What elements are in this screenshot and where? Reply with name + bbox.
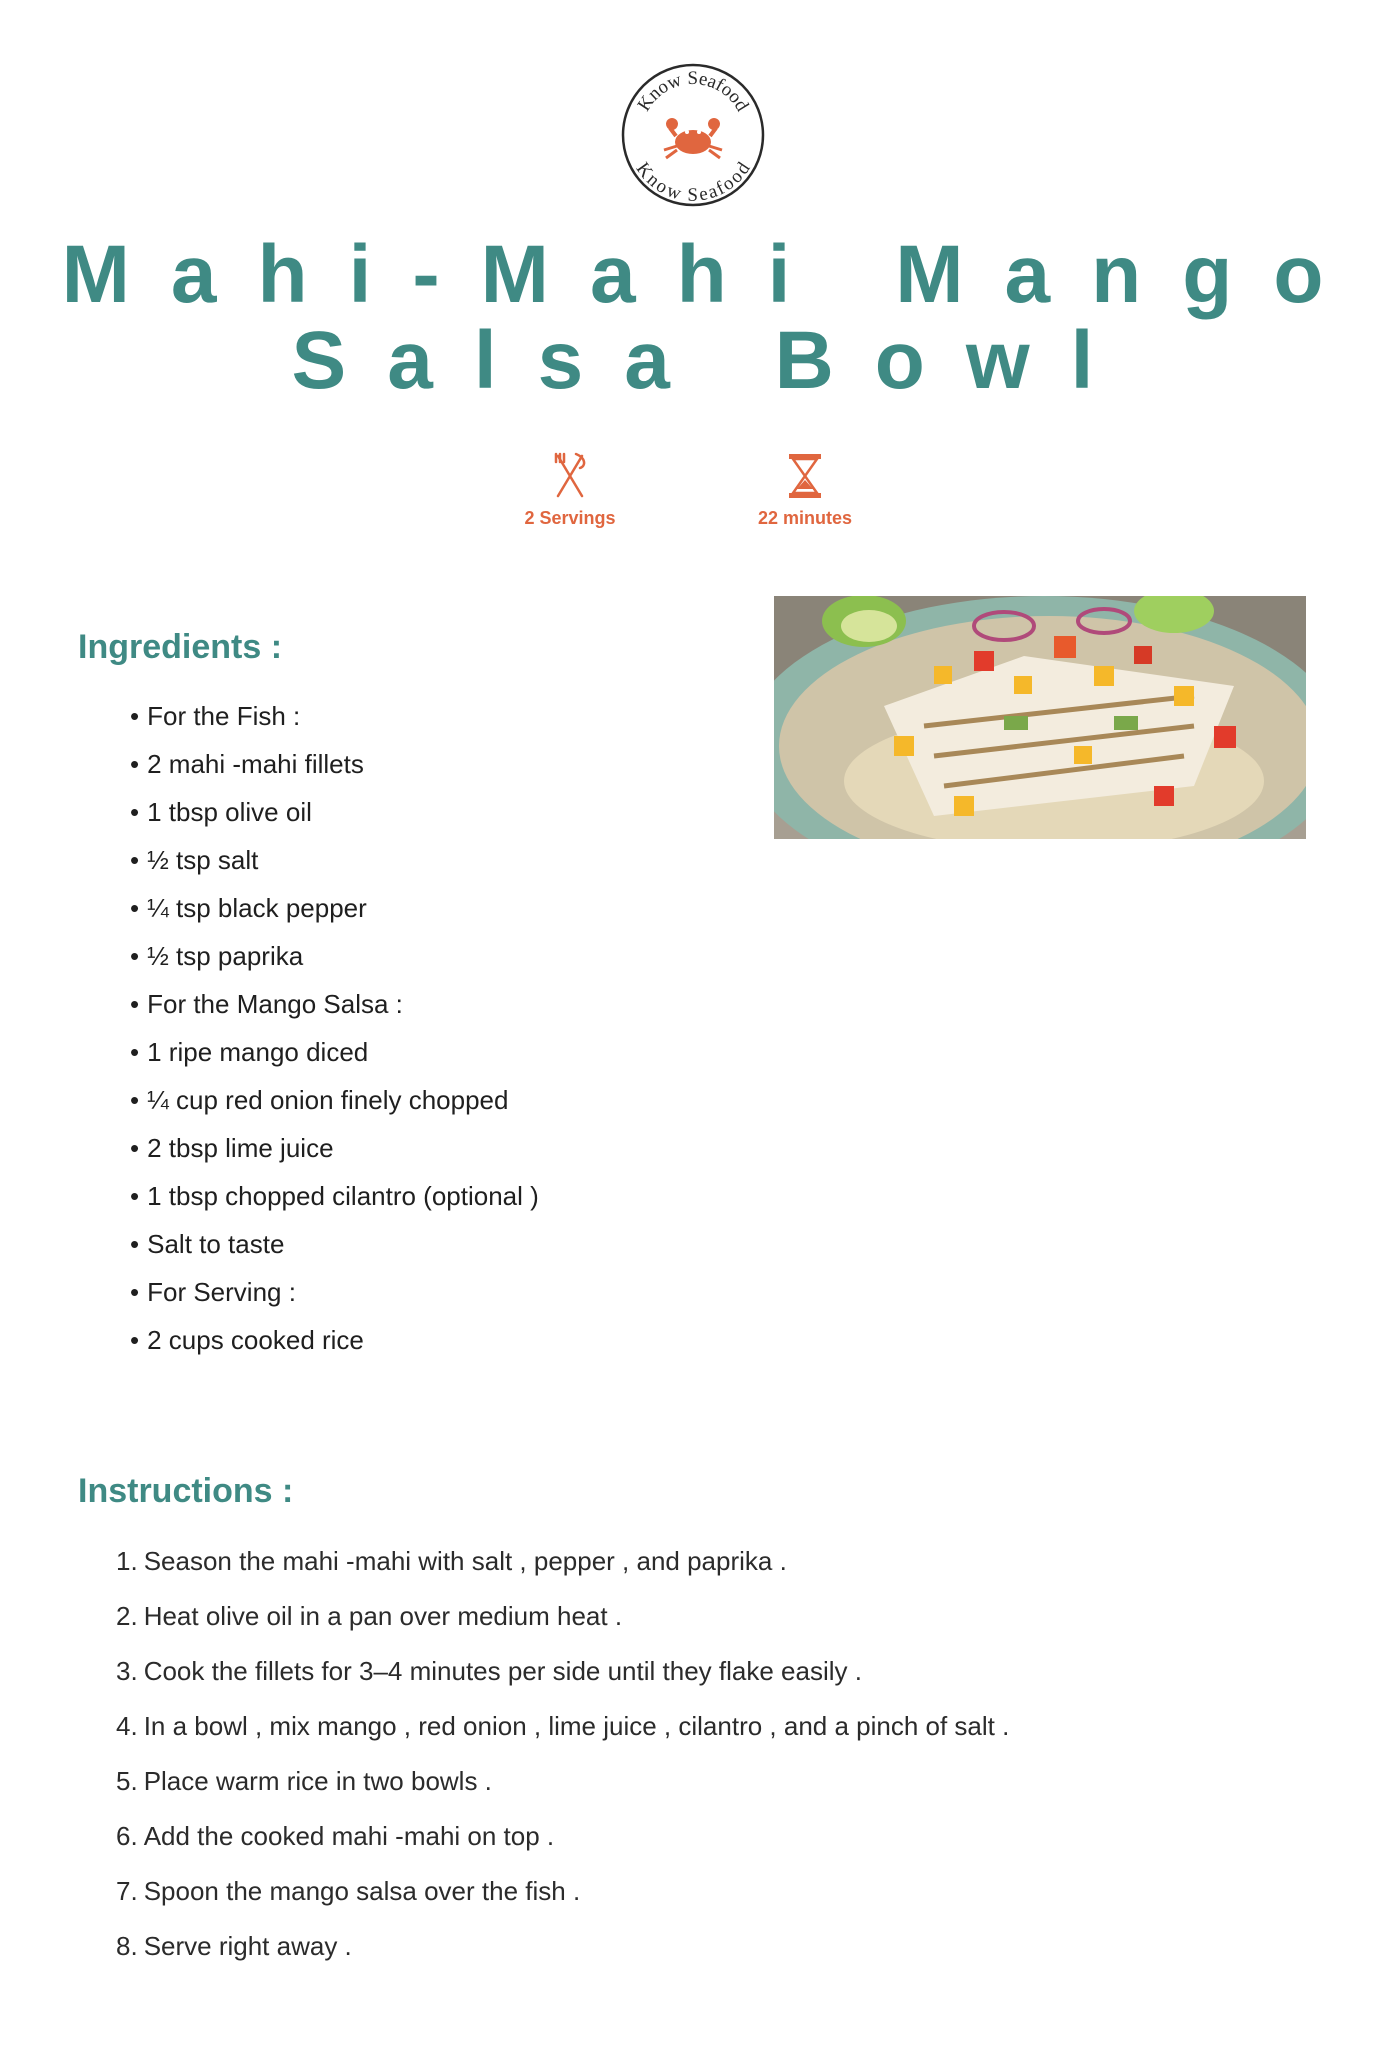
step-text: Add the cooked mahi -mahi on top . <box>143 1821 555 1851</box>
dish-photo <box>774 596 1306 839</box>
step-number: 1. <box>116 1546 138 1576</box>
ingredient-item: • ¼ tsp black pepper <box>130 884 539 932</box>
ingredient-item: • ½ tsp salt <box>130 836 539 884</box>
instructions-heading: Instructions : <box>78 1472 294 1510</box>
step-text: Heat olive oil in a pan over medium heat . <box>143 1601 623 1631</box>
know-seafood-logo <box>620 62 766 208</box>
instruction-step <box>116 1644 1009 1699</box>
logo-top-text: Know Seafood <box>633 67 753 116</box>
hourglass-icon <box>787 452 823 500</box>
instruction-step <box>116 1699 1009 1754</box>
ingredient-item: • 2 cups cooked rice <box>130 1316 539 1364</box>
step-number: 7. <box>116 1876 138 1906</box>
title-line-1: Mahi-Mahi Mango <box>61 229 1365 320</box>
ingredient-item: • 1 ripe mango diced <box>130 1028 539 1076</box>
fork-knife-icon <box>550 452 590 500</box>
instruction-step <box>116 1809 1009 1864</box>
recipe-title <box>0 229 1385 406</box>
ingredient-item: • For the Fish : <box>130 692 539 740</box>
ingredient-item: • For the Mango Salsa : <box>130 980 539 1028</box>
step-number: 3. <box>116 1656 138 1686</box>
servings-label: 2 Servings <box>524 508 616 528</box>
ingredient-item: • 1 tbsp chopped cilantro (optional ) <box>130 1172 539 1220</box>
step-number: 5. <box>116 1766 138 1796</box>
instruction-step <box>116 1589 1009 1644</box>
ingredient-item: • 2 mahi -mahi fillets <box>130 740 539 788</box>
step-number: 6. <box>116 1821 138 1851</box>
ingredient-item: • For Serving : <box>130 1268 539 1316</box>
step-text: In a bowl , mix mango , red onion , lime juice , cilantro , and a pinch of salt . <box>143 1711 1010 1741</box>
instruction-step <box>116 1534 1009 1589</box>
step-number: 4. <box>116 1711 138 1741</box>
ingredient-item: • ¼ cup red onion finely chopped <box>130 1076 539 1124</box>
step-text: Place warm rice in two bowls . <box>143 1766 492 1796</box>
instruction-step <box>116 1754 1009 1809</box>
ingredient-item: • 1 tbsp olive oil <box>130 788 539 836</box>
instruction-step <box>116 1864 1009 1919</box>
step-text: Spoon the mango salsa over the fish . <box>143 1876 581 1906</box>
step-text: Serve right away . <box>143 1931 352 1961</box>
step-text: Cook the fillets for 3–4 minutes per side until they flake easily . <box>143 1656 862 1686</box>
logo-bottom-text: Know Seafood <box>631 158 755 206</box>
ingredients-heading: Ingredients : <box>78 628 283 666</box>
instructions-list <box>116 1534 1009 1974</box>
step-text: Season the mahi -mahi with salt , pepper , and paprika . <box>143 1546 787 1576</box>
ingredient-item: • 2 tbsp lime juice <box>130 1124 539 1172</box>
title-line-2: Salsa Bowl <box>291 315 1135 406</box>
time-label: 22 minutes <box>757 508 853 528</box>
step-number: 8. <box>116 1931 138 1961</box>
ingredient-item: • Salt to taste <box>130 1220 539 1268</box>
step-number: 2. <box>116 1601 138 1631</box>
time-info <box>720 452 890 529</box>
servings-info <box>485 452 655 529</box>
ingredients-list <box>130 692 539 1364</box>
ingredient-item: • ½ tsp paprika <box>130 932 539 980</box>
instruction-step <box>116 1919 1009 1974</box>
